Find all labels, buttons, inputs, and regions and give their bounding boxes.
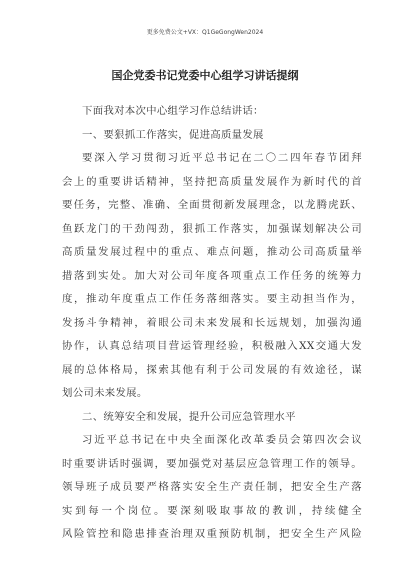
- paragraph-line: 习近平总书记在中央全面深化改革委员会第四次会议: [82, 434, 362, 446]
- section-heading: 一、要狠抓工作落实，促进高质量发展: [82, 128, 264, 141]
- header-note: 更多免费公文+VX：Q1GeGongWen2024: [146, 29, 264, 36]
- paragraph-line: 会上的重要讲话精神，坚持把高质量发展作为新时代的首: [62, 175, 362, 188]
- paragraph-line: 要任务，完整、准确、全面贯彻新发展理念，以龙腾虎跃、: [62, 199, 362, 211]
- section-heading: 二、统筹安全和发展，提升公司应急管理水平: [82, 410, 296, 423]
- paragraph-line: 措落到实处。加大对公司年度各项重点工作任务的统筹力: [62, 269, 362, 282]
- paragraph-line: 度，推动年度重点工作任务落细落实。要主动担当作为，: [62, 293, 362, 305]
- paragraph-line: 时重要讲话时强调，要加强党对基层应急管理工作的领导。: [62, 457, 362, 470]
- paragraph-line: 下面我对本次中心组学习作总结讲话：: [82, 105, 264, 117]
- document-body: [62, 100, 362, 547]
- document-title: 国企党委书记党委中心组学习讲话提纲: [111, 69, 299, 82]
- paragraph-line: 要深入学习贯彻习近平总书记在二〇二四年春节团拜: [82, 152, 362, 164]
- paragraph-line: 发扬斗争精神，着眼公司未来发展和长远规划，加强沟通: [62, 316, 362, 329]
- paragraph-line: 领导班子成员要严格落实安全生产责任制，把安全生产落: [62, 481, 362, 493]
- paragraph-line: 协作，认真总结项目营运管理经验，积极融入XX交通大发: [62, 340, 362, 352]
- paragraph-line: 鱼跃龙门的干劲闯劲，狠抓工作落实，加强谋划解决公司: [62, 222, 362, 235]
- paragraph-line: 实到每一个岗位。要深刻吸取事故的教训，持续健全: [62, 504, 362, 517]
- paragraph-line: 高质量发展过程中的重点、难点问题，推动公司高质量举: [62, 246, 362, 258]
- paragraph-line: 展的总体格局，探索其他有利于公司发展的有效途径，谋: [62, 363, 362, 376]
- paragraph-line: 风险管控和隐患排查治理双重预防机制，把安全生产风险: [62, 528, 362, 540]
- paragraph-line: 划公司未来发展。: [62, 387, 148, 399]
